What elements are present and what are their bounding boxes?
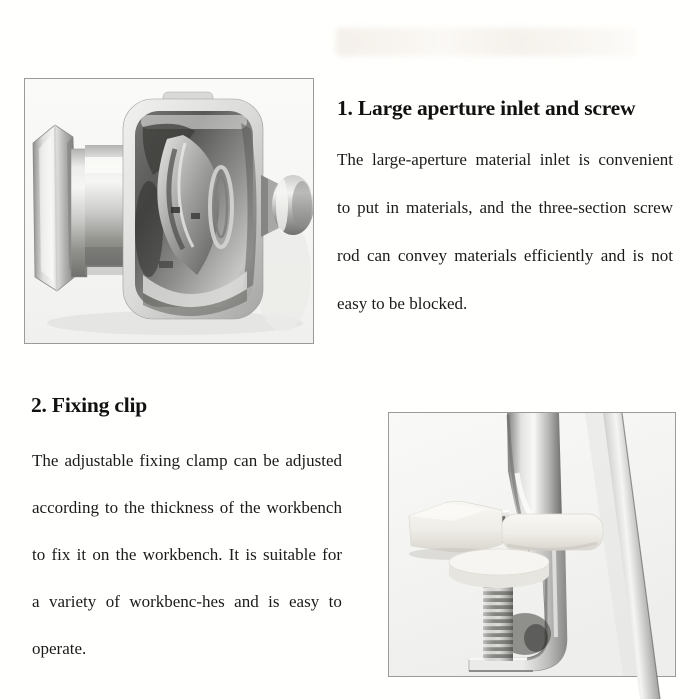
word: clamp: [186, 451, 228, 470]
body-line: [32, 531, 342, 578]
word: convenient: [598, 150, 673, 169]
word: is: [578, 150, 590, 169]
word: and: [234, 592, 259, 611]
neck-cylinder: [71, 145, 129, 277]
word: inlet: [539, 150, 570, 169]
word: a: [32, 592, 40, 611]
word: easy: [288, 592, 320, 611]
grinder-photo: [25, 79, 313, 343]
word: on: [92, 545, 110, 564]
word: according: [32, 498, 100, 517]
word: and: [600, 246, 626, 265]
word: The: [32, 451, 59, 470]
word: thickness: [150, 498, 214, 517]
section-2-title: 2. Fixing clip: [31, 393, 148, 417]
body-line: [32, 437, 342, 484]
word: large-aperture: [371, 150, 467, 169]
word: rod: [337, 246, 360, 265]
grinder-photo-frame: [24, 78, 314, 344]
word: convey: [397, 246, 447, 265]
clamp-photo: [389, 413, 675, 699]
body-line: [337, 232, 673, 280]
word: variety: [49, 592, 97, 611]
word: and: [479, 198, 504, 217]
word: materials: [454, 246, 517, 265]
ring-nut: [33, 125, 77, 291]
section-1-title: 1. Large aperture inlet and screw: [337, 96, 636, 120]
body-line: [337, 136, 673, 184]
word: can: [366, 246, 391, 265]
word: is: [632, 246, 644, 265]
word: workbenc-hes: [129, 592, 225, 611]
word: in: [385, 198, 400, 217]
body-line: [32, 484, 342, 531]
faded-watermark-smudge: [336, 28, 636, 56]
word: fixing: [139, 451, 181, 470]
body-line: [32, 578, 342, 625]
word: can: [233, 451, 258, 470]
word: adjustable: [64, 451, 134, 470]
word: to: [337, 198, 351, 217]
word: is: [268, 592, 280, 611]
word: the: [239, 498, 261, 517]
word: to: [328, 592, 342, 611]
clamp-screw: [483, 577, 513, 661]
word: fix: [51, 545, 71, 564]
body-line: easy to be blocked.: [337, 294, 468, 313]
word: to: [32, 545, 46, 564]
word: it: [76, 545, 87, 564]
section-1-body: [337, 136, 673, 328]
word: workbench: [266, 498, 342, 517]
word: to: [104, 498, 119, 517]
word: efficiently: [523, 246, 594, 265]
word: of: [219, 498, 234, 517]
word: workbench.: [142, 545, 223, 564]
word: for: [322, 545, 342, 564]
section-2-body: [32, 437, 342, 672]
clamp-photo-frame: [388, 412, 676, 677]
word: of: [105, 592, 120, 611]
word: the: [123, 498, 145, 517]
word: put: [357, 198, 379, 217]
word: It: [228, 545, 240, 564]
grinder-body: [123, 92, 263, 319]
body-line: [337, 184, 673, 232]
word: suitable: [263, 545, 316, 564]
word: screw: [633, 198, 673, 217]
word: material: [475, 150, 532, 169]
inner-shadow-dark: [524, 624, 548, 652]
word: not: [651, 246, 673, 265]
word: adjusted: [285, 451, 342, 470]
word: be: [263, 451, 280, 470]
body-line: operate.: [32, 639, 87, 658]
word: is: [245, 545, 257, 564]
word: the: [510, 198, 532, 217]
word: materials,: [405, 198, 473, 217]
screw-knob-disc: [449, 549, 549, 588]
word: three-section: [538, 198, 627, 217]
word: The: [337, 150, 364, 169]
word: the: [115, 545, 137, 564]
outlet-knob: [261, 175, 313, 237]
